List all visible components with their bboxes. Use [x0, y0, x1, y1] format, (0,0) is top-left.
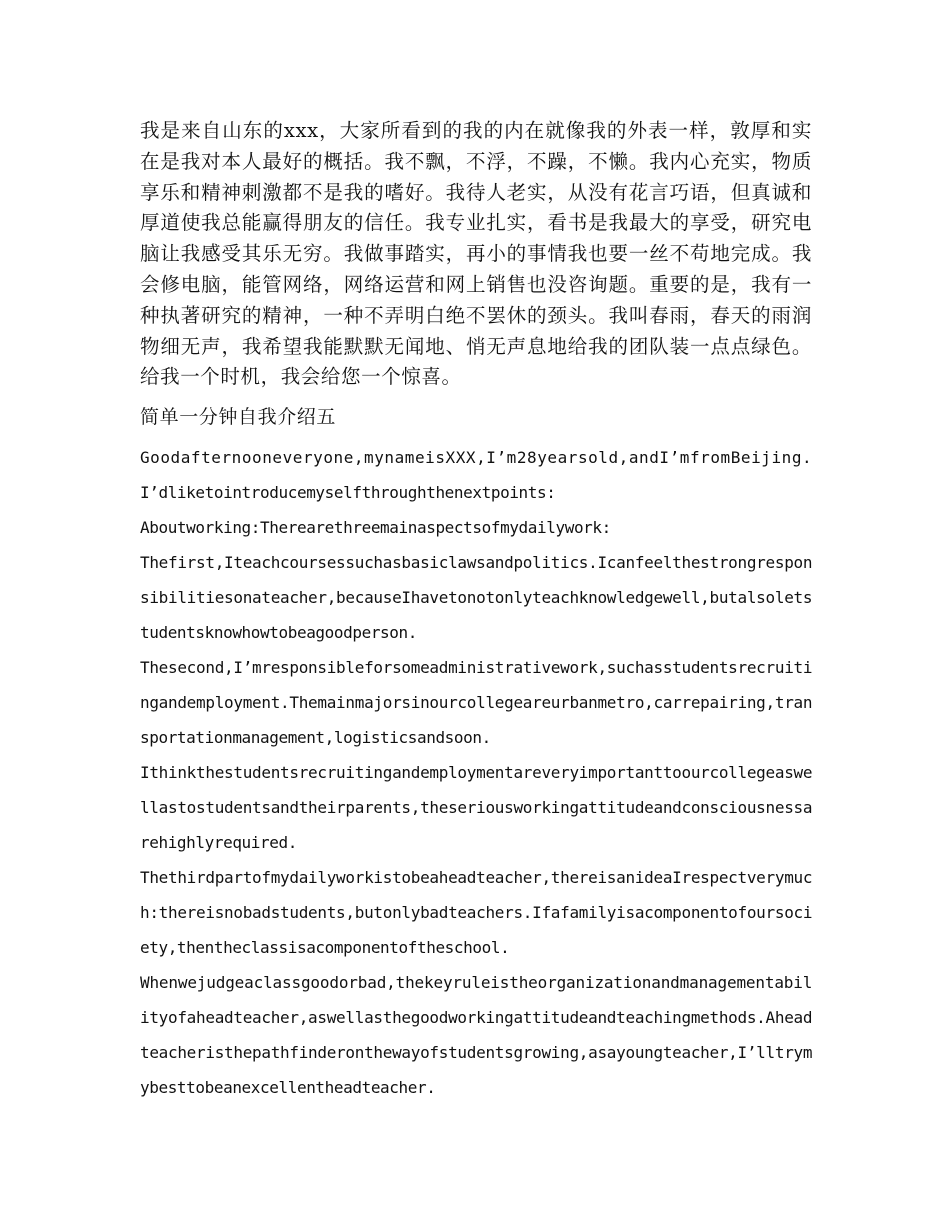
- section-heading: 简单一分钟自我介绍五: [140, 406, 337, 428]
- text-line: ety,thentheclassisacomponentoftheschool.: [140, 938, 510, 957]
- english-text-block: [140, 440, 812, 1105]
- text-line: ybesttobeanexcellentheadteacher.: [140, 1078, 436, 1097]
- text-line: ngandemployment.Themainmajorsinourcollegeareurbanmetro,carrepairing,tran: [140, 693, 813, 712]
- text-line: Aboutworking:Therearethreemainaspectsofmydailywork:: [140, 518, 611, 537]
- text-line: Goodafternooneveryone,mynameisXXX,I’m28yearsold,andI’mfromBeijing.: [140, 448, 813, 467]
- text-line: ityofaheadteacher,aswellasthegoodworkingattitudeandteachingmethods.Ahead: [140, 1008, 813, 1027]
- text-line: teacheristhepathfinderonthewayofstudentsgrowing,asayoungteacher,I’lltrym: [140, 1043, 813, 1062]
- text-line: sportationmanagement,logisticsandsoon.: [140, 728, 491, 747]
- text-line: Ithinkthestudentsrecruitingandemploymentareveryimportanttoourcollegeaswe: [140, 763, 813, 782]
- chinese-paragraph: 我是来自山东的xxx，大家所看到的我的内在就像我的外表一样，敦厚和实在是我对本人最好的概括。我不飘，不浮，不躁，不懒。我内心充实，物质享乐和精神刺激都不是我的嗜好。我待人老实，从没有花言巧语，但真诚和厚道使我总能赢得朋友的信任。我专业扎实，看书是我最大的享受，研究电脑让我感受其乐无穷。我做事踏实，再小的事情我也要一丝不苟地完成。我会修电脑，能管网络，网络运营和网上销售也没咨询题。重要的是，我有一种执著研究的精神，一种不弄明白绝不罢休的颈头。我叫春雨，春天的雨润物细无声，我希望我能默默无闻地、悄无声息地给我的团队装一点点绿色。给我一个时机，我会给您一个惊喜。: [140, 119, 812, 389]
- text-line: Thefirst,Iteachcoursessuchasbasiclawsandpolitics.Icanfeelthestrongrespon: [140, 553, 813, 572]
- text-line: rehighlyrequired.: [140, 833, 297, 852]
- text-line: Thethirdpartofmydailyworkistobeaheadteacher,thereisanideaIrespectverymuc: [140, 868, 813, 887]
- text-line: I’dliketointroducemyselfthroughthenextpoints:: [140, 483, 556, 502]
- text-line: Thesecond,I’mresponsibleforsomeadministrativework,suchasstudentsrecruiti: [140, 658, 813, 677]
- text-line: Whenwejudgeaclassgoodorbad,thekeyruleistheorganizationandmanagementabil: [140, 973, 813, 992]
- text-line: llastostudentsandtheirparents,theseriousworkingattitudeandconsciousnessa: [140, 798, 813, 817]
- text-line: tudentsknowhowtobeagoodperson.: [140, 623, 417, 642]
- text-line: sibilitiesonateacher,becauseIhavetonotonlyteachknowledgewell,butalsolets: [140, 588, 813, 607]
- text-line: h:thereisnobadstudents,butonlybadteachers.Ifafamilyisacomponentofoursoci: [140, 903, 813, 922]
